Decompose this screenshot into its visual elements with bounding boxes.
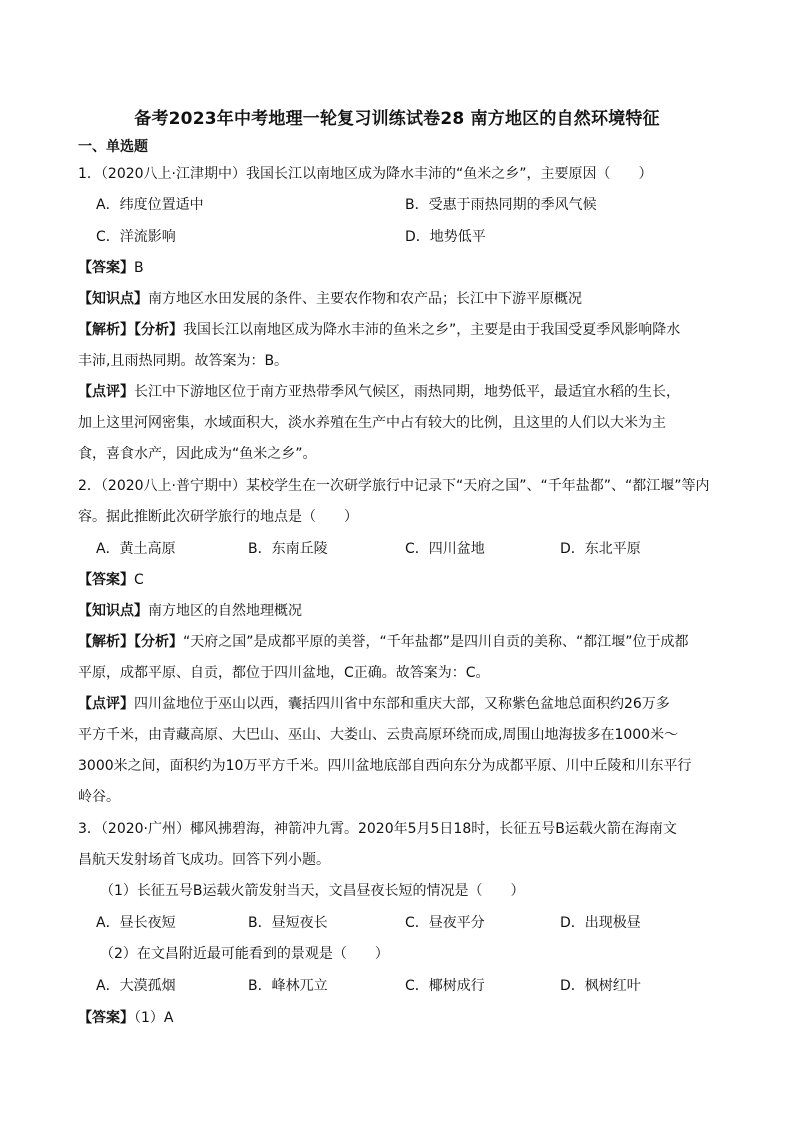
q1-comment-2: 加上这里河网密集，水域面积大，淡水养殖在生产中占有较大的比例，且这里的人们以大米为主 [78, 415, 666, 431]
answer-label: 【答案】 [78, 1010, 134, 1026]
page-title: 备考2023年中考地理一轮复习训练试卷28 南方地区的自然环境特征 [134, 109, 660, 129]
q3-sub2-option-c: C．椰树成行 [405, 978, 485, 994]
q2-answer: C [134, 572, 144, 588]
q2-knowledge-line [78, 601, 302, 621]
q1-option-c: C．洋流影响 [96, 229, 176, 245]
analysis-label: 【解析】【分析】 [78, 634, 183, 650]
q3-sub1-option-d: D．出现极昼 [560, 915, 641, 931]
q3-sub2-option-d: D．枫树红叶 [560, 978, 641, 994]
q2-option-c: C．四川盆地 [405, 541, 485, 557]
comment-label: 【点评】 [78, 696, 134, 712]
q3-sub1-option-b: B．昼短夜长 [248, 915, 328, 931]
q2-stem-1: 2．（2020八上·普宁期中）某校学生在一次研学旅行中记录下“天府之国”、“千年盐都”、“都江堰”等内 [78, 478, 710, 494]
q1-option-d: D．地势低平 [405, 229, 486, 245]
q2-analysis-1: “天府之国”是成都平原的美誉，“千年盐都”是四川自贡的美称、“都江堰”位于成都 [183, 634, 689, 650]
q2-comment-4: 岭谷。 [78, 789, 120, 805]
q2-option-d: D．东北平原 [560, 541, 641, 557]
q3-sub1-option-a: A．昼长夜短 [96, 915, 176, 931]
q1-knowledge: 南方地区水田发展的条件、主要农作物和农产品；长江中下游平原概况 [148, 291, 582, 307]
q1-comment-1: 长江中下游地区位于南方亚热带季风气候区，雨热同期，地势低平，最适宜水稻的生长， [134, 384, 680, 400]
q3-sub2-stem: （2）在文昌附近最可能看到的景观是（ ） [100, 946, 389, 962]
q3-sub2-option-b: B．峰林兀立 [248, 978, 328, 994]
q1-answer: B [134, 260, 144, 276]
q1-option-a: A．纬度位置适中 [96, 197, 204, 213]
knowledge-label: 【知识点】 [78, 603, 148, 619]
q2-comment-1: 四川盆地位于巫山以西，囊括四川省中东部和重庆大部，又称紫色盆地总面积约26万多 [134, 696, 670, 712]
analysis-label: 【解析】【分析】 [78, 322, 183, 338]
q2-option-a: A．黄土高原 [96, 541, 176, 557]
comment-label: 【点评】 [78, 384, 134, 400]
answer-label: 【答案】 [78, 260, 134, 276]
q2-analysis-line [78, 632, 689, 652]
q2-comment-line [78, 694, 670, 714]
q1-knowledge-line [78, 289, 582, 309]
q1-answer-line [78, 258, 144, 278]
q2-comment-3: 3000米之间，面积约为10万平方千米。四川盆地底部自西向东分为成都平原、川中丘陵和川东平行 [78, 758, 692, 774]
q2-comment-2: 平方千米，由青藏高原、大巴山、巫山、大娄山、云贵高原环绕而成,周围山地海拔多在1000米～ [78, 727, 679, 743]
q3-stem-1: 3．（2020·广州）椰风拂碧海，神箭冲九霄。2020年5月5日18时，长征五号B运载火箭在海南文 [78, 821, 677, 837]
q2-analysis-2: 平原，成都平原、自贡，都位于四川盆地，C正确。故答案为：C。 [78, 665, 490, 681]
q1-option-b: B．受惠于雨热同期的季风气候 [405, 197, 597, 213]
q1-analysis-line [78, 320, 680, 340]
q1-stem: 1．（2020八上·江津期中）我国长江以南地区成为降水丰沛的“鱼米之乡”，主要原因（ ） [78, 166, 653, 182]
section-heading: 一、单选题 [78, 139, 148, 155]
q3-stem-2: 昌航天发射场首飞成功。回答下列小题。 [78, 852, 330, 868]
q3-sub1-option-c: C．昼夜平分 [405, 915, 485, 931]
q3-sub1-stem: （1）长征五号B运载火箭发射当天，文昌昼夜长短的情况是（ ） [100, 883, 525, 899]
q1-analysis-2: 丰沛,且雨热同期。故答案为：B。 [78, 353, 289, 369]
q1-comment-line [78, 382, 680, 402]
knowledge-label: 【知识点】 [78, 291, 148, 307]
q2-option-b: B．东南丘陵 [248, 541, 328, 557]
answer-label: 【答案】 [78, 572, 134, 588]
q3-answer-line [78, 1008, 173, 1028]
q3-answer: （1）A [134, 1010, 174, 1026]
q2-answer-line [78, 570, 144, 590]
q2-stem-2: 容。据此推断此次研学旅行的地点是（ ） [78, 509, 358, 525]
q2-knowledge: 南方地区的自然地理概况 [148, 603, 302, 619]
q1-analysis-1: 我国长江以南地区成为降水丰沛的鱼米之乡”，主要是由于我国受夏季风影响降水 [183, 322, 681, 338]
q1-comment-3: 食，喜食水产，因此成为“鱼米之乡”。 [78, 446, 317, 462]
q3-sub2-option-a: A．大漠孤烟 [96, 978, 176, 994]
